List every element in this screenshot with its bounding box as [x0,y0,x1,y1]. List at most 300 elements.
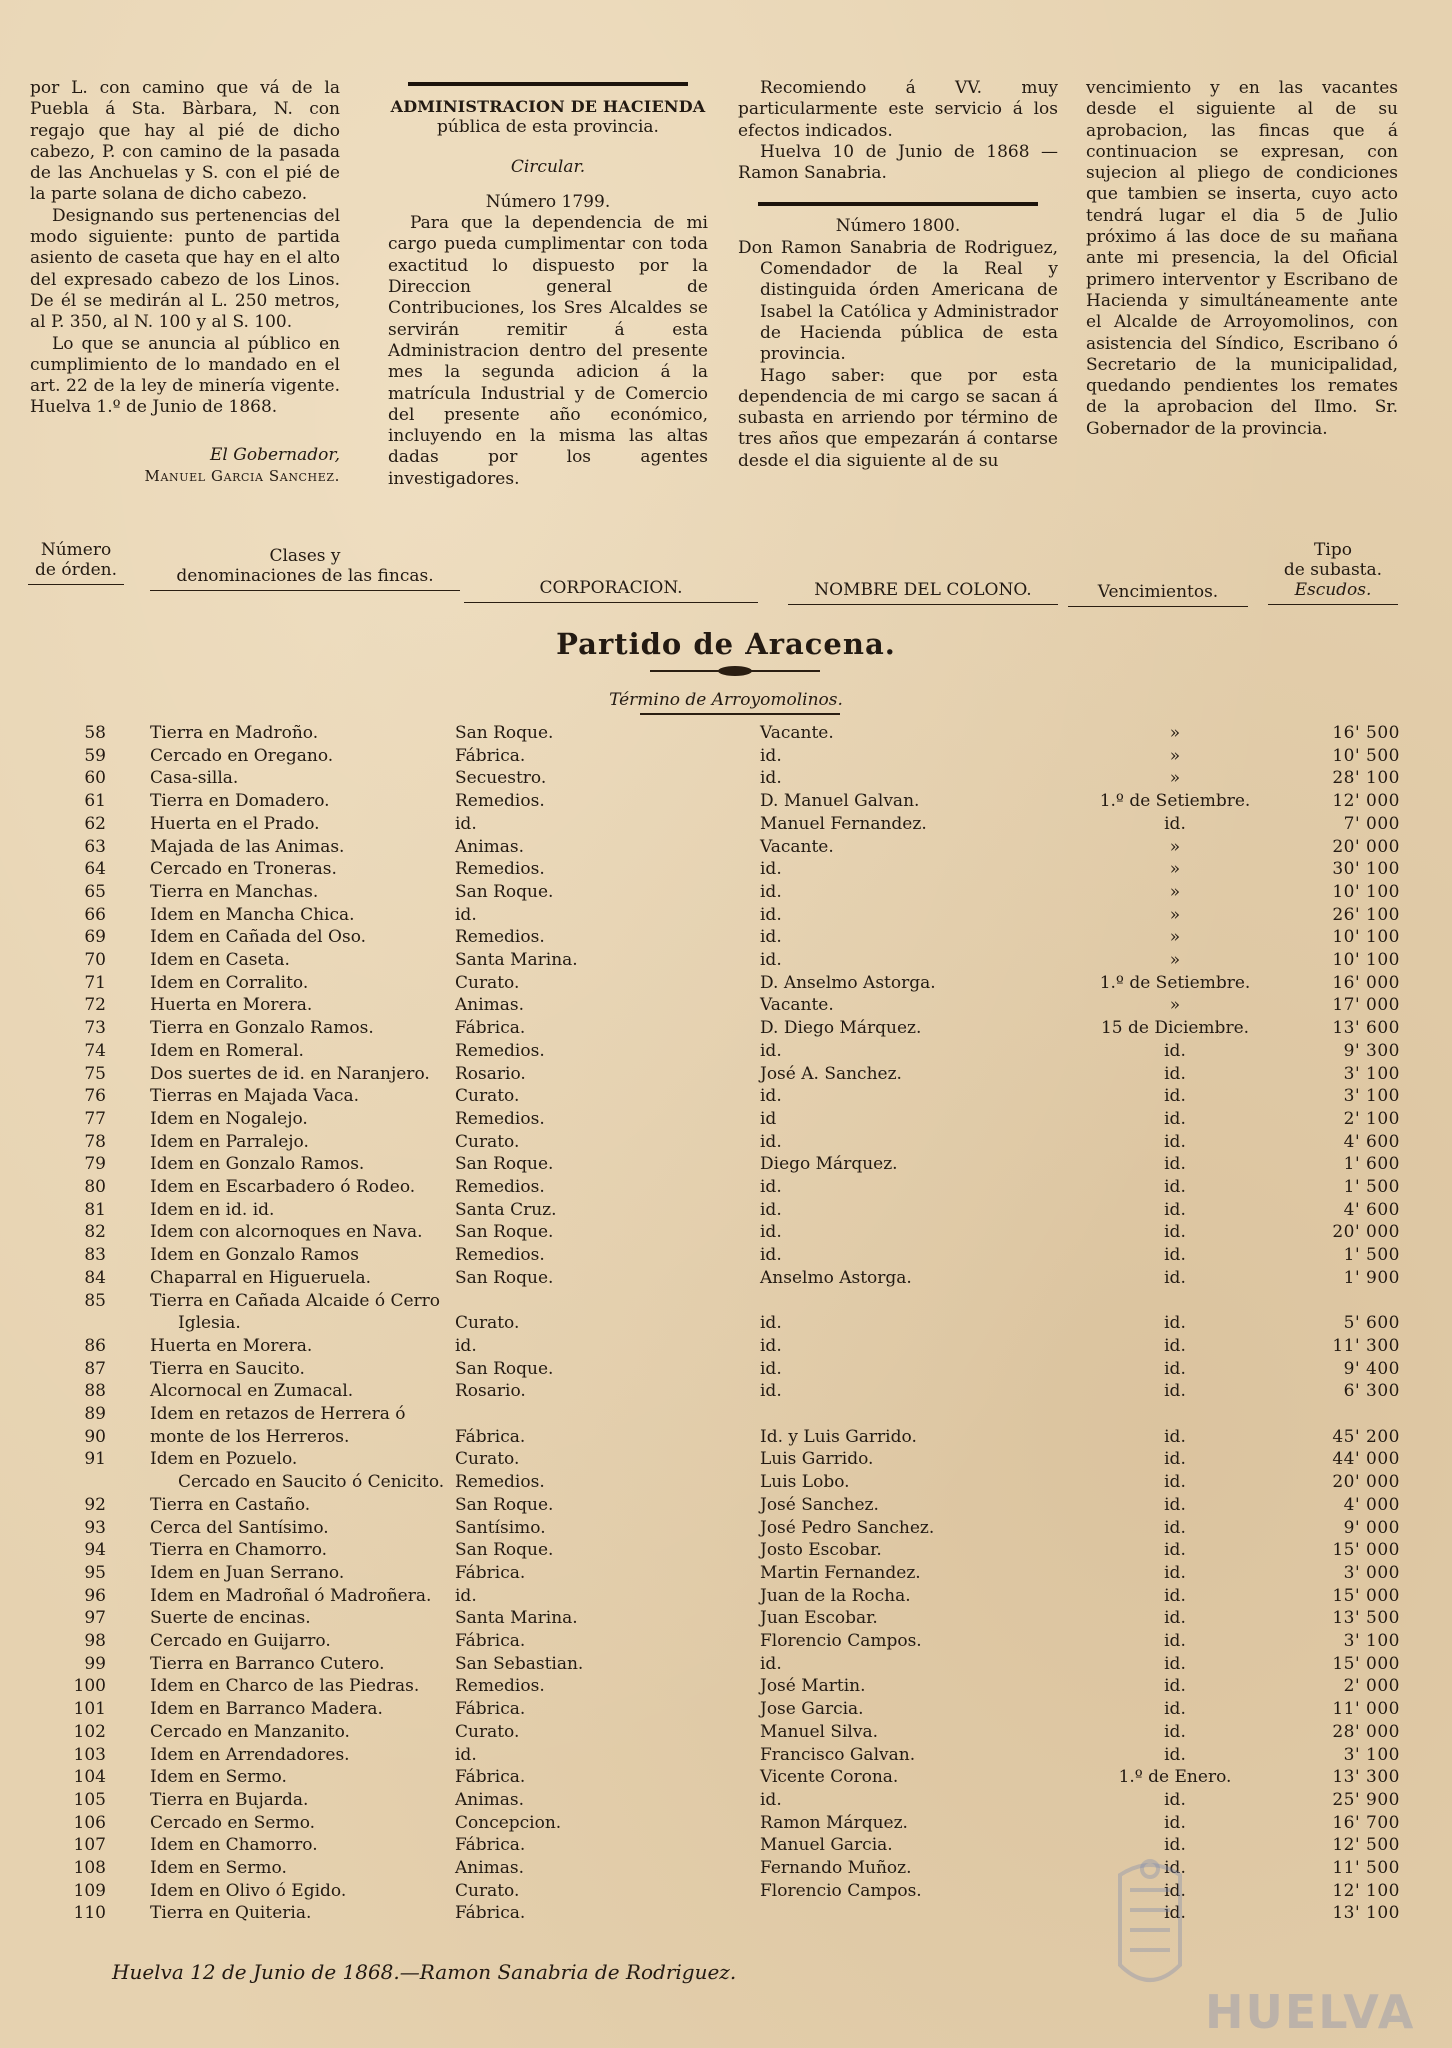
row-colono: Vicente Corona. [760,1767,899,1788]
row-corporacion: Fábrica. [455,1903,526,1924]
table-row [0,813,1452,835]
row-colono: id. [760,1131,782,1152]
row-corporacion: id. [455,1585,477,1606]
col1-paragraph-3: Lo que se anuncia al público en cumplimiento de lo mandado en el art. 22 de la ley de minería vigente. Huelva 1.º de Junio de 1868. [30,333,340,418]
row-vencimiento: id. [1164,1721,1186,1742]
row-tipo: 12' 500 [1332,1835,1400,1856]
row-colono: id [760,1108,777,1129]
table-row [0,1789,1452,1811]
row-finca: Idem con alcornoques en Nava. [150,1222,423,1243]
row-finca: Alcornocal en Zumacal. [150,1381,354,1402]
table-row [0,1244,1452,1266]
row-tipo: 30' 100 [1332,859,1400,880]
row-finca: Idem en Barranco Madera. [150,1699,383,1720]
table-row [0,1153,1452,1175]
row-number: 70 [84,950,106,970]
row-tipo: 28' 100 [1332,768,1400,789]
header-numero-line2: de órden. [34,560,117,580]
row-vencimiento: id. [1164,1086,1186,1107]
row-colono: id. [760,859,782,880]
row-tipo: 17' 000 [1332,995,1400,1016]
row-corporacion: Remedios. [455,927,545,948]
row-colono: Vacante. [760,995,834,1016]
table-row [0,1675,1452,1697]
row-colono: Martin Fernandez. [760,1562,921,1583]
row-corporacion: Fábrica. [455,1631,526,1651]
table-row [0,1517,1452,1539]
row-colono: Id. y Luis Garrido. [760,1426,917,1447]
row-vencimiento: id. [1164,1585,1186,1606]
row-vencimiento: » [1169,836,1181,857]
row-finca: Cercado en Saucito ó Cenicito. [178,1472,445,1493]
row-number: 95 [84,1562,106,1583]
row-corporacion: Fábrica. [455,1699,526,1720]
partido-title: Partido de Aracena. [556,627,896,661]
row-number: 100 [73,1676,106,1697]
row-tipo: 1' 900 [1343,1267,1400,1288]
table-row [0,722,1452,744]
table-row [0,904,1452,926]
row-tipo: 16' 500 [1332,723,1400,743]
row-tipo: 12' 100 [1332,1880,1400,1901]
row-number: 97 [84,1608,106,1629]
row-finca: Huerta en Morera. [150,1335,313,1356]
administracion-subheading: pública de esta provincia. [437,117,659,138]
col3-paragraph-1: Recomiendo á VV. muy particularmente este servicio á los efectos indicados. [738,78,1058,141]
row-finca: Idem en Chamorro. [150,1835,318,1856]
row-tipo: 20' 000 [1332,1472,1400,1493]
table-row [0,1403,1452,1425]
row-finca: Cercado en Guijarro. [150,1631,331,1651]
row-number: 89 [84,1404,106,1424]
row-tipo: 1' 600 [1343,1154,1400,1175]
row-colono: id. [760,950,782,970]
row-colono: D. Diego Márquez. [760,1018,922,1039]
row-tipo: 15' 000 [1332,1540,1400,1561]
row-tipo: 5' 600 [1343,1313,1400,1334]
row-vencimiento: id. [1164,1858,1186,1878]
row-number: 65 [84,881,106,902]
row-tipo: 15' 000 [1332,1585,1400,1606]
row-number: 110 [73,1903,106,1924]
row-corporacion: Rosario. [455,1063,526,1084]
row-vencimiento: id. [1164,1335,1186,1356]
row-number: 82 [84,1222,106,1243]
row-corporacion: Remedios. [455,791,545,812]
row-colono: id. [760,1245,782,1266]
row-finca: Idem en Gonzalo Ramos. [150,1154,365,1175]
row-number: 84 [84,1267,106,1288]
table-row [0,1494,1452,1516]
row-number: 79 [84,1154,106,1175]
row-corporacion: Fábrica. [455,1835,526,1856]
row-tipo: 13' 500 [1332,1608,1400,1629]
table-row [0,1812,1452,1834]
row-finca: Idem en Romeral. [150,1040,304,1061]
row-number: 102 [73,1721,106,1742]
row-tipo: 10' 500 [1332,745,1400,766]
row-vencimiento: id. [1164,1063,1186,1084]
table-row [0,1698,1452,1720]
row-tipo: 6' 300 [1343,1381,1400,1402]
row-colono: Vacante. [760,723,834,743]
header-tipo-line1: Tipo [1314,540,1352,560]
row-tipo: 16' 000 [1332,972,1400,993]
row-number: 61 [84,791,106,812]
row-corporacion: Santa Cruz. [455,1199,557,1220]
row-vencimiento: id. [1164,1789,1186,1810]
row-tipo: 13' 600 [1332,1018,1400,1039]
section-rule [408,82,688,86]
row-corporacion: Remedios. [455,1676,545,1697]
row-vencimiento: id. [1164,1177,1186,1197]
row-finca: Chaparral en Higueruela. [150,1267,372,1288]
table-row [0,745,1452,767]
row-corporacion: id. [455,904,477,925]
row-finca: Tierra en Madroño. [150,723,319,743]
row-number: 59 [84,745,106,766]
row-corporacion: San Roque. [455,1222,554,1243]
row-vencimiento: id. [1164,1040,1186,1061]
row-tipo: 4' 000 [1343,1494,1400,1515]
row-colono: José Pedro Sanchez. [760,1517,935,1538]
row-finca: Huerta en Morera. [150,995,313,1016]
row-finca: Idem en Madroñal ó Madroñera. [150,1585,432,1606]
row-colono: Anselmo Astorga. [760,1267,912,1288]
row-colono: Manuel Garcia. [760,1835,893,1856]
table-row [0,1585,1452,1607]
row-vencimiento: id. [1164,1358,1186,1379]
row-tipo: 12' 000 [1332,791,1400,812]
row-colono: José Sanchez. [760,1494,879,1515]
footer-signature: Huelva 12 de Junio de 1868.—Ramon Sanabria de Rodriguez. [112,1960,737,1984]
row-tipo: 3' 100 [1343,1744,1400,1765]
row-number: 92 [84,1494,106,1515]
row-corporacion: Santa Marina. [455,950,578,970]
row-corporacion: San Roque. [455,723,554,743]
row-vencimiento: id. [1164,1517,1186,1538]
row-corporacion: Curato. [455,1449,520,1470]
row-number: 75 [84,1063,106,1084]
row-finca: Tierra en Manchas. [150,881,319,902]
row-number: 90 [84,1426,106,1447]
row-corporacion: Curato. [455,972,520,993]
row-finca: Tierra en Barranco Cutero. [150,1653,385,1674]
col3-paragraph-4: Hago saber: que por esta dependencia de mi cargo se sacan á subasta en arriendo por término de tres años que empezarán á contarse desde el dia siguiente al de su [738,365,1058,471]
row-finca: Idem en Mancha Chica. [150,904,355,925]
row-number: 109 [73,1880,106,1901]
row-corporacion: Animas. [455,836,525,857]
row-finca: Idem en Parralejo. [150,1131,309,1152]
row-colono: Luis Garrido. [760,1449,874,1470]
table-row [0,1562,1452,1584]
row-finca: Idem en Cañada del Oso. [150,927,367,948]
row-colono: id. [760,1653,782,1674]
table-row [0,1630,1452,1652]
table-row [0,1358,1452,1380]
row-finca: Idem en Sermo. [150,1767,287,1788]
row-vencimiento: id. [1164,1154,1186,1175]
col3-paragraph-3: Don Ramon Sanabria de Rodriguez, Comendador de la Real y distinguida órden Americana de Isabel la Católica y Administrador de Hacienda pública de esta provincia. [738,237,1058,365]
row-corporacion: id. [455,1744,477,1765]
row-tipo: 15' 000 [1332,1653,1400,1674]
col3-paragraph-2: Huelva 10 de Junio de 1868 — Ramon Sanabria. [738,141,1058,184]
row-finca: Tierras en Majada Vaca. [150,1086,360,1107]
row-number: 83 [84,1245,106,1266]
row-tipo: 11' 300 [1332,1335,1400,1356]
row-corporacion: Rosario. [455,1381,526,1402]
row-number: 88 [84,1381,106,1402]
row-colono: id. [760,1199,782,1220]
header-tipo-line2: de subasta. [1283,560,1383,580]
row-finca: Idem en Arrendadores. [150,1744,350,1765]
table-row [0,1607,1452,1629]
row-number: 96 [84,1585,106,1606]
table-row [0,1221,1452,1243]
row-finca: Casa-silla. [150,768,239,789]
row-finca: Tierra en Bujarda. [150,1789,309,1810]
col1-signature-title: El Gobernador, [210,444,340,465]
row-vencimiento: » [1169,768,1181,789]
row-corporacion: San Roque. [455,881,554,902]
row-finca: Iglesia. [178,1313,241,1334]
row-vencimiento: id. [1164,1131,1186,1152]
row-corporacion: San Roque. [455,1494,554,1515]
row-number: 78 [84,1131,106,1152]
administracion-heading: ADMINISTRACION DE HACIENDA [390,97,706,116]
table-row [0,1721,1452,1743]
table-row [0,1017,1452,1039]
col4-paragraph-1: vencimiento y en las vacantes desde el siguiente al de su aprobacion, las fincas que á continuacion se expresan, con sujecion al pliego de condiciones que tambien se inserta, cuyo acto tendrá lugar el dia 5 de Julio próximo á las doce de su mañana ante mi presencia, la del Oficial primero interventor y Escribano de Hacienda y simultáneamente ante el Alcalde de Arroyomolinos, con asistencia del Síndico, Escribano ó Secretario de la municipalidad, quedando pendientes los remates de la aprobacion del Ilmo. Sr. Gobernador de la provincia. [1086,78,1398,439]
row-vencimiento: » [1169,927,1181,948]
row-colono: Juan Escobar. [760,1608,878,1629]
row-tipo: 11' 500 [1332,1858,1400,1878]
table-row [0,1471,1452,1493]
row-tipo: 13' 300 [1332,1767,1400,1788]
col1-paragraph-2: Designando sus pertenencias del modo siguiente: punto de partida asiento de caseta que hay en el alto del expresado cabezo de los Linos. De él se medirán al L. 250 metros, al P. 350, al N. 100 y al S. 100. [30,205,340,333]
row-vencimiento: id. [1164,1562,1186,1583]
header-corporacion: CORPORACION. [464,578,758,603]
fincas-table [0,722,1452,1962]
row-colono: id. [760,745,782,766]
column-1 [30,78,340,487]
row-tipo: 20' 000 [1332,836,1400,857]
header-colono: NOMBRE DEL COLONO. [788,580,1058,605]
row-tipo: 3' 100 [1343,1063,1400,1084]
row-vencimiento: 1.º de Setiembre. [1099,972,1251,993]
row-vencimiento: id. [1164,1903,1186,1924]
row-number: 72 [84,995,106,1016]
termino-rule [640,713,840,715]
row-corporacion: Fábrica. [455,1562,526,1583]
row-colono: id. [760,768,782,789]
row-number: 77 [84,1108,106,1129]
row-corporacion: Curato. [455,1721,520,1742]
row-vencimiento: id. [1164,1676,1186,1697]
row-colono: id. [760,904,782,925]
row-colono: id. [760,927,782,948]
row-colono: id. [760,1358,782,1379]
row-number: 87 [84,1358,106,1379]
row-number: 80 [84,1177,106,1197]
row-tipo: 26' 100 [1332,904,1400,925]
row-vencimiento: id. [1164,1472,1186,1493]
row-colono: id. [760,881,782,902]
table-row [0,1063,1452,1085]
row-vencimiento: » [1169,881,1181,902]
row-corporacion: Fábrica. [455,1767,526,1788]
header-clases [150,546,460,591]
row-number: 71 [84,972,106,993]
row-colono: Francisco Galvan. [760,1744,916,1765]
table-row [0,1335,1452,1357]
row-vencimiento: » [1169,950,1181,970]
row-corporacion: San Sebastian. [455,1653,584,1674]
row-corporacion: Remedios. [455,1245,545,1266]
row-corporacion: id. [455,1335,477,1356]
row-finca: Idem en Caseta. [150,950,290,970]
row-finca: Idem en Olivo ó Egido. [150,1880,347,1901]
row-vencimiento: id. [1164,1812,1186,1833]
row-finca: Cercado en Oregano. [150,745,334,766]
row-number: 86 [84,1335,106,1356]
header-clases-line2: denominaciones de las fincas. [176,566,434,586]
row-finca: Dos suertes de id. en Naranjero. [150,1063,430,1084]
row-tipo: 2' 000 [1343,1676,1400,1697]
row-corporacion: Curato. [455,1131,520,1152]
row-corporacion: San Roque. [455,1154,554,1175]
row-tipo: 11' 000 [1332,1699,1400,1720]
row-vencimiento: » [1169,745,1181,766]
row-finca: Idem en Charco de las Piedras. [150,1676,420,1697]
row-colono: Jose Garcia. [760,1699,864,1720]
header-numero [28,540,124,585]
row-colono: Josto Escobar. [760,1540,882,1561]
row-number: 64 [84,859,106,880]
row-number: 73 [84,1018,106,1039]
row-colono: Juan de la Rocha. [760,1585,911,1606]
row-tipo: 7' 000 [1343,813,1400,834]
row-corporacion: Secuestro. [455,768,547,789]
row-tipo: 9' 000 [1343,1517,1400,1538]
row-tipo: 16' 700 [1332,1812,1400,1833]
row-tipo: 28' 000 [1332,1721,1400,1742]
row-vencimiento: id. [1164,1108,1186,1129]
row-colono: id. [760,1789,782,1810]
row-tipo: 3' 100 [1343,1086,1400,1107]
row-tipo: 9' 400 [1343,1358,1400,1379]
row-number: 60 [84,768,106,789]
row-colono: D. Anselmo Astorga. [760,972,936,993]
number-1800: Número 1800. [835,216,961,237]
row-corporacion: San Roque. [455,1358,554,1379]
row-corporacion: San Roque. [455,1540,554,1561]
row-colono: Vacante. [760,836,834,857]
row-colono: id. [760,1335,782,1356]
table-row [0,926,1452,948]
table-row [0,1199,1452,1221]
row-colono: id. [760,1313,782,1334]
row-vencimiento: id. [1164,1245,1186,1266]
row-colono: id. [760,1177,782,1197]
row-corporacion: Animas. [455,1789,525,1810]
column-3 [738,78,1058,472]
table-row [0,1131,1452,1153]
row-finca: Tierra en Castaño. [150,1494,311,1515]
row-finca: Tierra en Quiteria. [150,1903,312,1924]
row-number: 104 [73,1767,106,1788]
table-row [0,836,1452,858]
row-colono: Luis Lobo. [760,1472,850,1493]
column-4 [1086,78,1398,440]
row-vencimiento: id. [1164,1835,1186,1856]
row-number: 93 [84,1517,106,1538]
row-finca: Idem en Pozuelo. [150,1449,298,1470]
row-vencimiento: » [1169,859,1181,880]
table-row [0,1380,1452,1402]
row-corporacion: Curato. [455,1880,520,1901]
row-colono: Diego Márquez. [760,1154,898,1175]
header-tipo-line3: Escudos. [1294,580,1372,600]
row-tipo: 13' 100 [1332,1903,1400,1924]
row-vencimiento: id. [1164,1381,1186,1402]
row-colono: D. Manuel Galvan. [760,791,920,812]
row-vencimiento: id. [1164,1631,1186,1651]
row-tipo: 3' 100 [1343,1631,1400,1651]
number-1799: Número 1799. [485,191,611,212]
row-corporacion: Animas. [455,995,525,1016]
row-vencimiento: id. [1164,1199,1186,1220]
row-finca: Tierra en Cañada Alcaide ó Cerro [150,1290,441,1311]
row-corporacion: Fábrica. [455,745,526,766]
row-number: 76 [84,1086,106,1107]
row-number: 101 [73,1699,106,1720]
row-finca: Huerta en el Prado. [150,813,320,834]
row-tipo: 4' 600 [1343,1131,1400,1152]
row-finca: Idem en Juan Serrano. [150,1562,345,1583]
row-tipo: 1' 500 [1343,1245,1400,1266]
row-colono: Fernando Muñoz. [760,1858,912,1878]
table-row [0,1448,1452,1470]
row-tipo: 2' 100 [1343,1108,1400,1129]
row-corporacion: Remedios. [455,1472,545,1493]
row-vencimiento: id. [1164,813,1186,834]
header-numero-line1: Número [40,540,112,560]
table-row [0,1744,1452,1766]
column-2 [388,78,708,490]
row-tipo: 44' 000 [1332,1449,1400,1470]
row-colono: id. [760,1381,782,1402]
row-vencimiento: id. [1164,1222,1186,1243]
row-vencimiento: 1.º de Enero. [1118,1767,1232,1788]
row-vencimiento: id. [1164,1540,1186,1561]
row-tipo: 1' 500 [1343,1177,1400,1197]
row-corporacion: Remedios. [455,1108,545,1129]
row-vencimiento: » [1169,723,1181,743]
row-tipo: 3' 000 [1343,1562,1400,1583]
table-row [0,1653,1452,1675]
row-number: 106 [73,1812,106,1833]
row-number: 74 [84,1040,106,1061]
row-corporacion: Fábrica. [455,1018,526,1039]
row-finca: Cercado en Troneras. [150,859,337,880]
table-row [0,1176,1452,1198]
row-number: 81 [84,1199,106,1220]
circular-label: Circular. [510,156,586,177]
row-vencimiento: id. [1164,1267,1186,1288]
row-finca: Idem en Gonzalo Ramos [150,1245,359,1266]
table-row [0,790,1452,812]
